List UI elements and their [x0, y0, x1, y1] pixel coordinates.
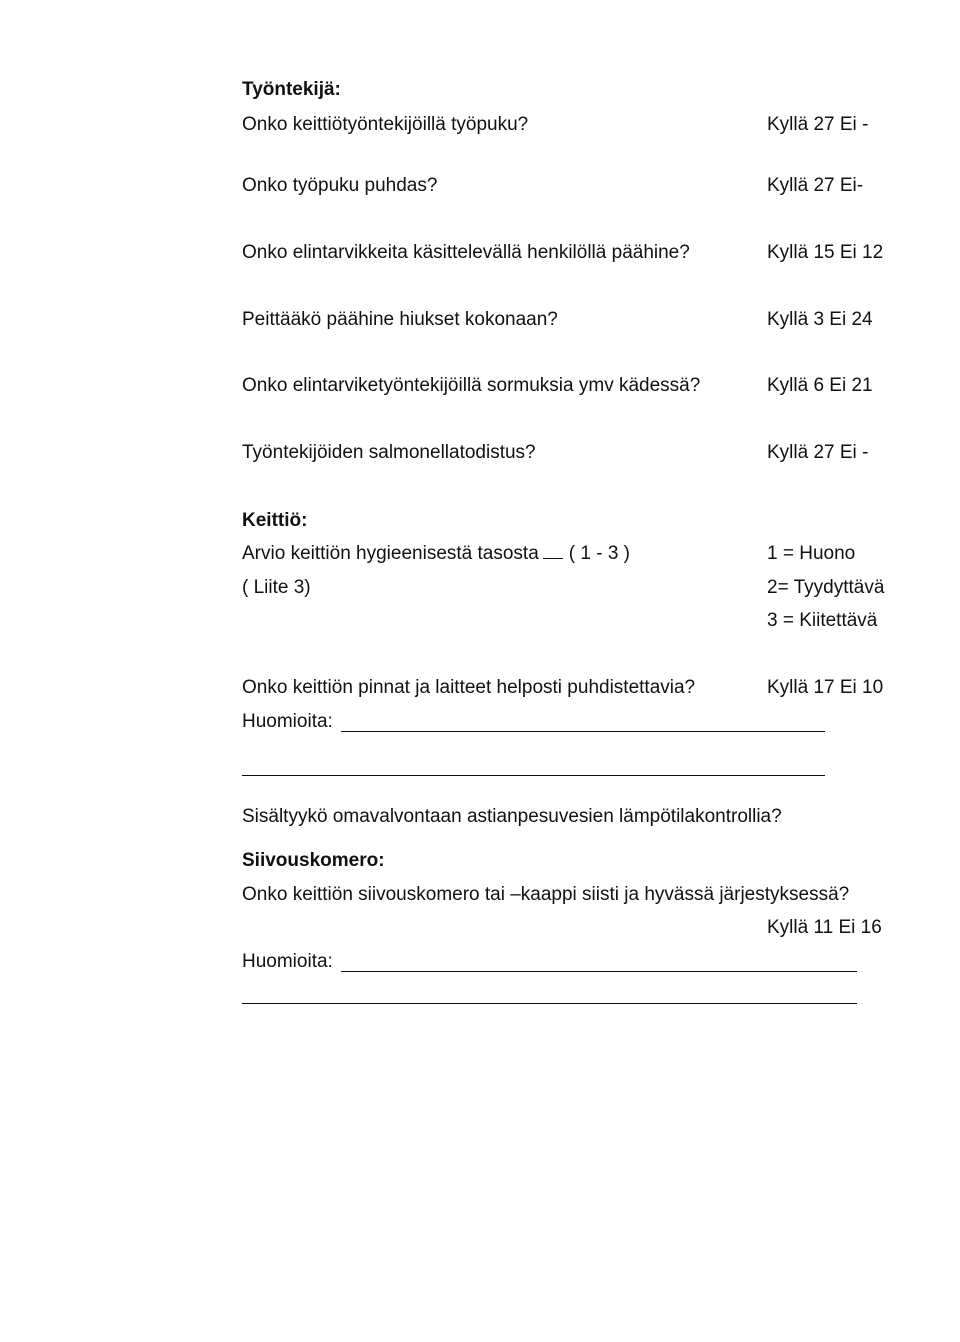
kitchen-dishwater-question: Sisältyykö omavalvontaan astianpesuvesien lämpötilakontrollia?	[242, 806, 782, 827]
closet-question: Onko keittiön siivouskomero tai –kaappi siisti ja hyvässä järjestyksessä?	[242, 884, 850, 905]
closet-heading: Siivouskomero:	[242, 850, 385, 871]
closet-answer: Kyllä 11 Ei 16	[767, 917, 882, 938]
kitchen-notes-line-1	[341, 731, 825, 732]
closet-notes-line-2	[242, 1003, 857, 1004]
kitchen-heading: Keittiö:	[242, 510, 308, 531]
employee-question-6: Työntekijöiden salmonellatodistus?	[242, 442, 536, 463]
employee-answer-2: Kyllä 27 Ei-	[767, 175, 864, 196]
employee-question-2: Onko työpuku puhdas?	[242, 175, 438, 196]
employee-question-1: Onko keittiötyöntekijöillä työpuku?	[242, 114, 529, 135]
kitchen-surfaces-answer: Kyllä 17 Ei 10	[767, 677, 884, 698]
kitchen-rating-row	[242, 542, 630, 566]
employee-question-3: Onko elintarvikkeita käsittelevällä henkilöllä päähine?	[242, 242, 690, 263]
kitchen-rating-range: ( 1 - 3 )	[568, 543, 631, 564]
kitchen-rating-question: Arvio keittiön hygieenisestä tasosta	[242, 543, 539, 564]
kitchen-notes-line-2	[242, 775, 825, 776]
kitchen-notes-label: Huomioita:	[242, 711, 333, 732]
employee-answer-1: Kyllä 27 Ei -	[767, 114, 869, 135]
closet-notes-label: Huomioita:	[242, 951, 333, 972]
rating-blank	[543, 542, 563, 559]
rating-scale-1: 1 = Huono	[767, 543, 856, 564]
employee-answer-6: Kyllä 27 Ei -	[767, 442, 869, 463]
rating-scale-2: 2= Tyydyttävä	[767, 577, 885, 598]
employee-heading: Työntekijä:	[242, 79, 341, 100]
employee-answer-3: Kyllä 15 Ei 12	[767, 242, 884, 263]
kitchen-attachment: ( Liite 3)	[242, 577, 311, 598]
closet-notes-line-1	[341, 971, 857, 972]
rating-scale-3: 3 = Kiitettävä	[767, 610, 878, 631]
kitchen-surfaces-question: Onko keittiön pinnat ja laitteet helposti puhdistettavia?	[242, 677, 696, 698]
employee-question-5: Onko elintarviketyöntekijöillä sormuksia ymv kädessä?	[242, 375, 701, 396]
employee-answer-5: Kyllä 6 Ei 21	[767, 375, 873, 396]
employee-answer-4: Kyllä 3 Ei 24	[767, 309, 873, 330]
employee-question-4: Peittääkö päähine hiukset kokonaan?	[242, 309, 558, 330]
